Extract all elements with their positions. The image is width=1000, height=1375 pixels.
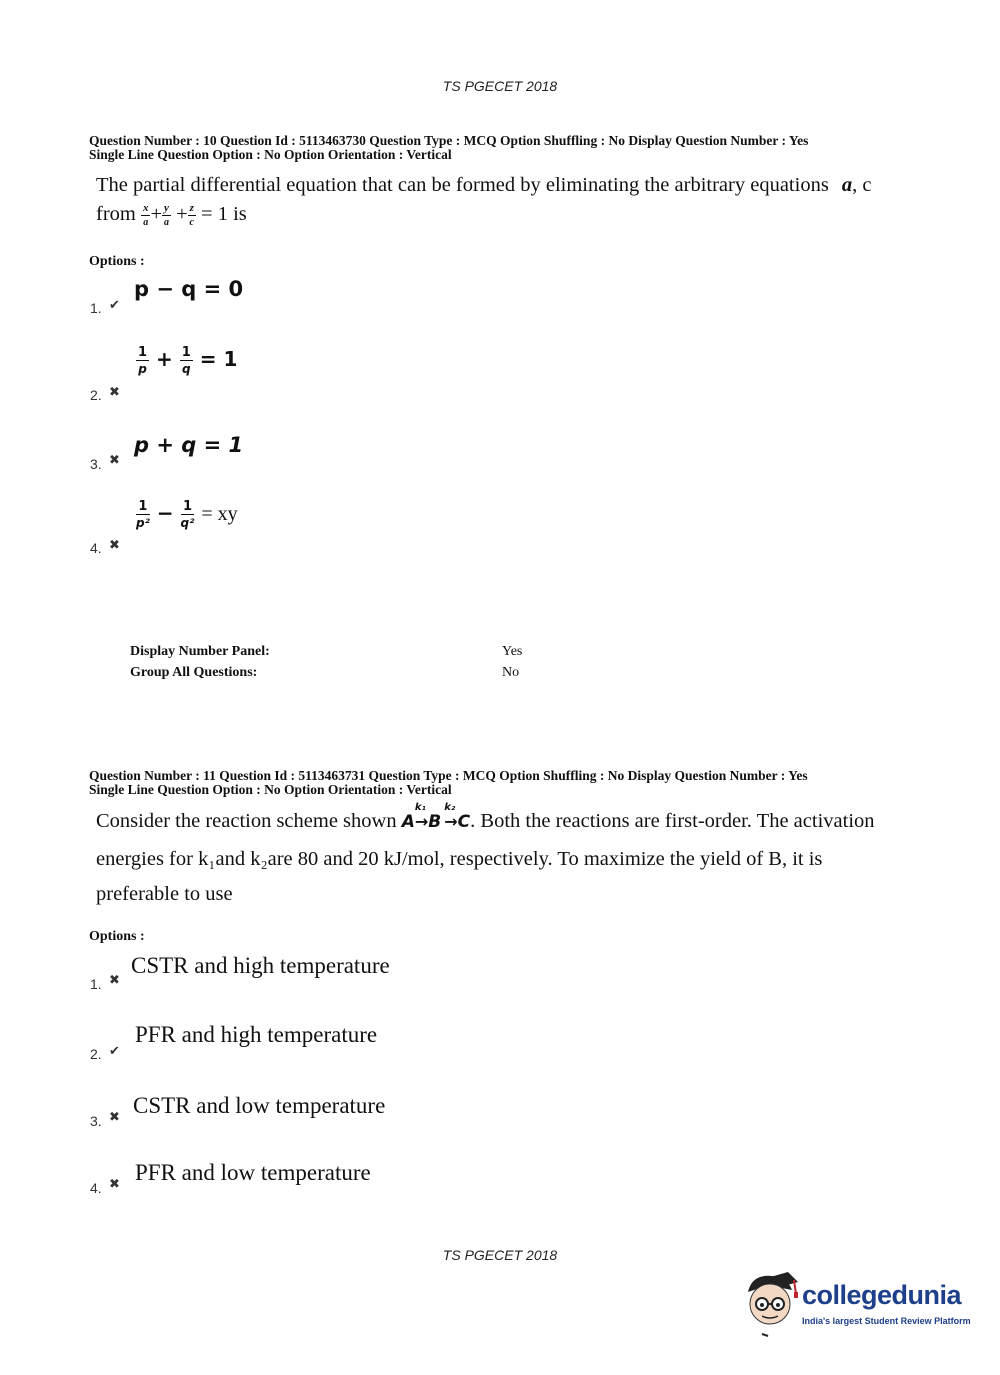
q10-option-1-number: 1.: [90, 300, 102, 316]
q10-options-label: Options :: [89, 254, 145, 269]
q10-stem-line-1: [96, 174, 872, 197]
group-all-questions-label: Group All Questions:: [130, 665, 258, 680]
display-number-panel-label: Display Number Panel:: [130, 644, 270, 659]
q11-stem-text-post: . Both the reactions are first-order. The activation: [470, 810, 875, 832]
q11-options-label: Options :: [89, 929, 145, 944]
fraction-1-over-p: $\frac{1}{p}$: [138, 345, 148, 376]
q10-option-2-tail: = 1: [199, 347, 238, 371]
fraction-y-over-a: $\frac{y}{a}$: [163, 202, 169, 228]
q10-option-3-text: p + q = 1: [134, 433, 244, 457]
q10-option-4-tail: = xy: [201, 503, 238, 525]
q11-meta-line-1: Question Number : 11 Question Id : 5113463731 Question Type : MCQ Option Shuffling : No Display Question Number : Yes: [89, 768, 808, 783]
q10-stem-var-c: , c: [852, 174, 872, 196]
collegedunia-wordmark: collegedunia: [802, 1280, 962, 1310]
fraction-1-over-q-squared: $\frac{1}{\text{q²}}$: [180, 499, 195, 530]
cross-icon: ✖: [109, 1176, 120, 1191]
group-all-questions-value: No: [502, 665, 520, 680]
q10-stem-text: The partial differential equation that can be formed by eliminating the arbitrary equations: [96, 174, 829, 196]
check-icon: ✔: [109, 297, 120, 312]
q11-meta-line-2: Single Line Question Option : No Option Orientation : Vertical: [89, 782, 452, 797]
q11-option-4-number: 4.: [90, 1180, 102, 1196]
collegedunia-mascot-icon: [742, 1270, 800, 1338]
page-footer: TS PGECET 2018: [442, 1247, 558, 1263]
q11-stem-line-2: energies for k₁and k₂are 80 and 20 kJ/mol, respectively. To maximize the yield of B, it is: [96, 848, 823, 870]
q10-option-4-expression: $\frac{1}{\text{p²}}$ − $\frac{1}{\text{q²}}$ = xy: [136, 499, 238, 530]
q11-stem-line-1: [96, 802, 875, 833]
q11-stem-text-pre: Consider the reaction scheme shown: [96, 810, 397, 832]
collegedunia-tagline: India's largest Student Review Platform: [802, 1316, 971, 1326]
fraction-x-over-a: $\frac{x}{a}$: [142, 202, 149, 228]
q10-stem-from: from: [96, 203, 136, 226]
q11-option-2-text: PFR and high temperature: [135, 1022, 378, 1047]
q11-option-1-number: 1.: [90, 976, 102, 992]
q10-stem-var-a: a: [841, 174, 853, 196]
cross-icon: ✖: [109, 1109, 120, 1124]
check-icon: ✔: [109, 1043, 120, 1058]
q10-option-4-number: 4.: [90, 540, 102, 556]
fraction-1-over-q: $\frac{1}{q}$: [181, 345, 191, 376]
fraction-1-over-p-squared: $\frac{1}{\text{p²}}$: [136, 499, 150, 530]
q10-option-3-number: 3.: [90, 456, 102, 472]
q10-option-2-number: 2.: [90, 387, 102, 403]
q11-option-3-number: 3.: [90, 1113, 102, 1129]
fraction-z-over-c: $\frac{z}{c}$: [189, 202, 194, 228]
q11-option-2-number: 2.: [90, 1046, 102, 1062]
cross-icon: ✖: [109, 384, 120, 399]
q10-stem-equals: = 1 is: [201, 203, 247, 226]
q10-meta-line-2: Single Line Question Option : No Option Orientation : Vertical: [89, 147, 452, 162]
q10-option-1-text: p − q = 0: [134, 277, 244, 301]
q10-stem-line-2: from $\frac{x}{a}$ + $\frac{y}{a}$ + $\frac{z}{c}$ = 1 is: [96, 202, 247, 228]
q11-option-1-text: CSTR and high temperature: [131, 953, 390, 978]
cross-icon: ✖: [109, 972, 120, 987]
q11-option-4-text: PFR and low temperature: [135, 1160, 371, 1185]
cross-icon: ✖: [109, 452, 120, 467]
cross-icon: ✖: [109, 537, 120, 552]
q11-stem-line-3: preferable to use: [96, 883, 233, 905]
q10-meta-line-1: Question Number : 10 Question Id : 5113463730 Question Type : MCQ Option Shuffling : No Display Question Number : Yes: [89, 133, 809, 148]
reaction-scheme: A→ k₁ B → k₂ C: [401, 802, 471, 832]
display-number-panel-value: Yes: [502, 644, 523, 659]
q11-option-3-text: CSTR and low temperature: [133, 1093, 386, 1118]
q10-option-2-expression: $\frac{1}{p}$ + $\frac{1}{q}$ = 1: [138, 345, 238, 376]
page-header: TS PGECET 2018: [442, 78, 558, 94]
